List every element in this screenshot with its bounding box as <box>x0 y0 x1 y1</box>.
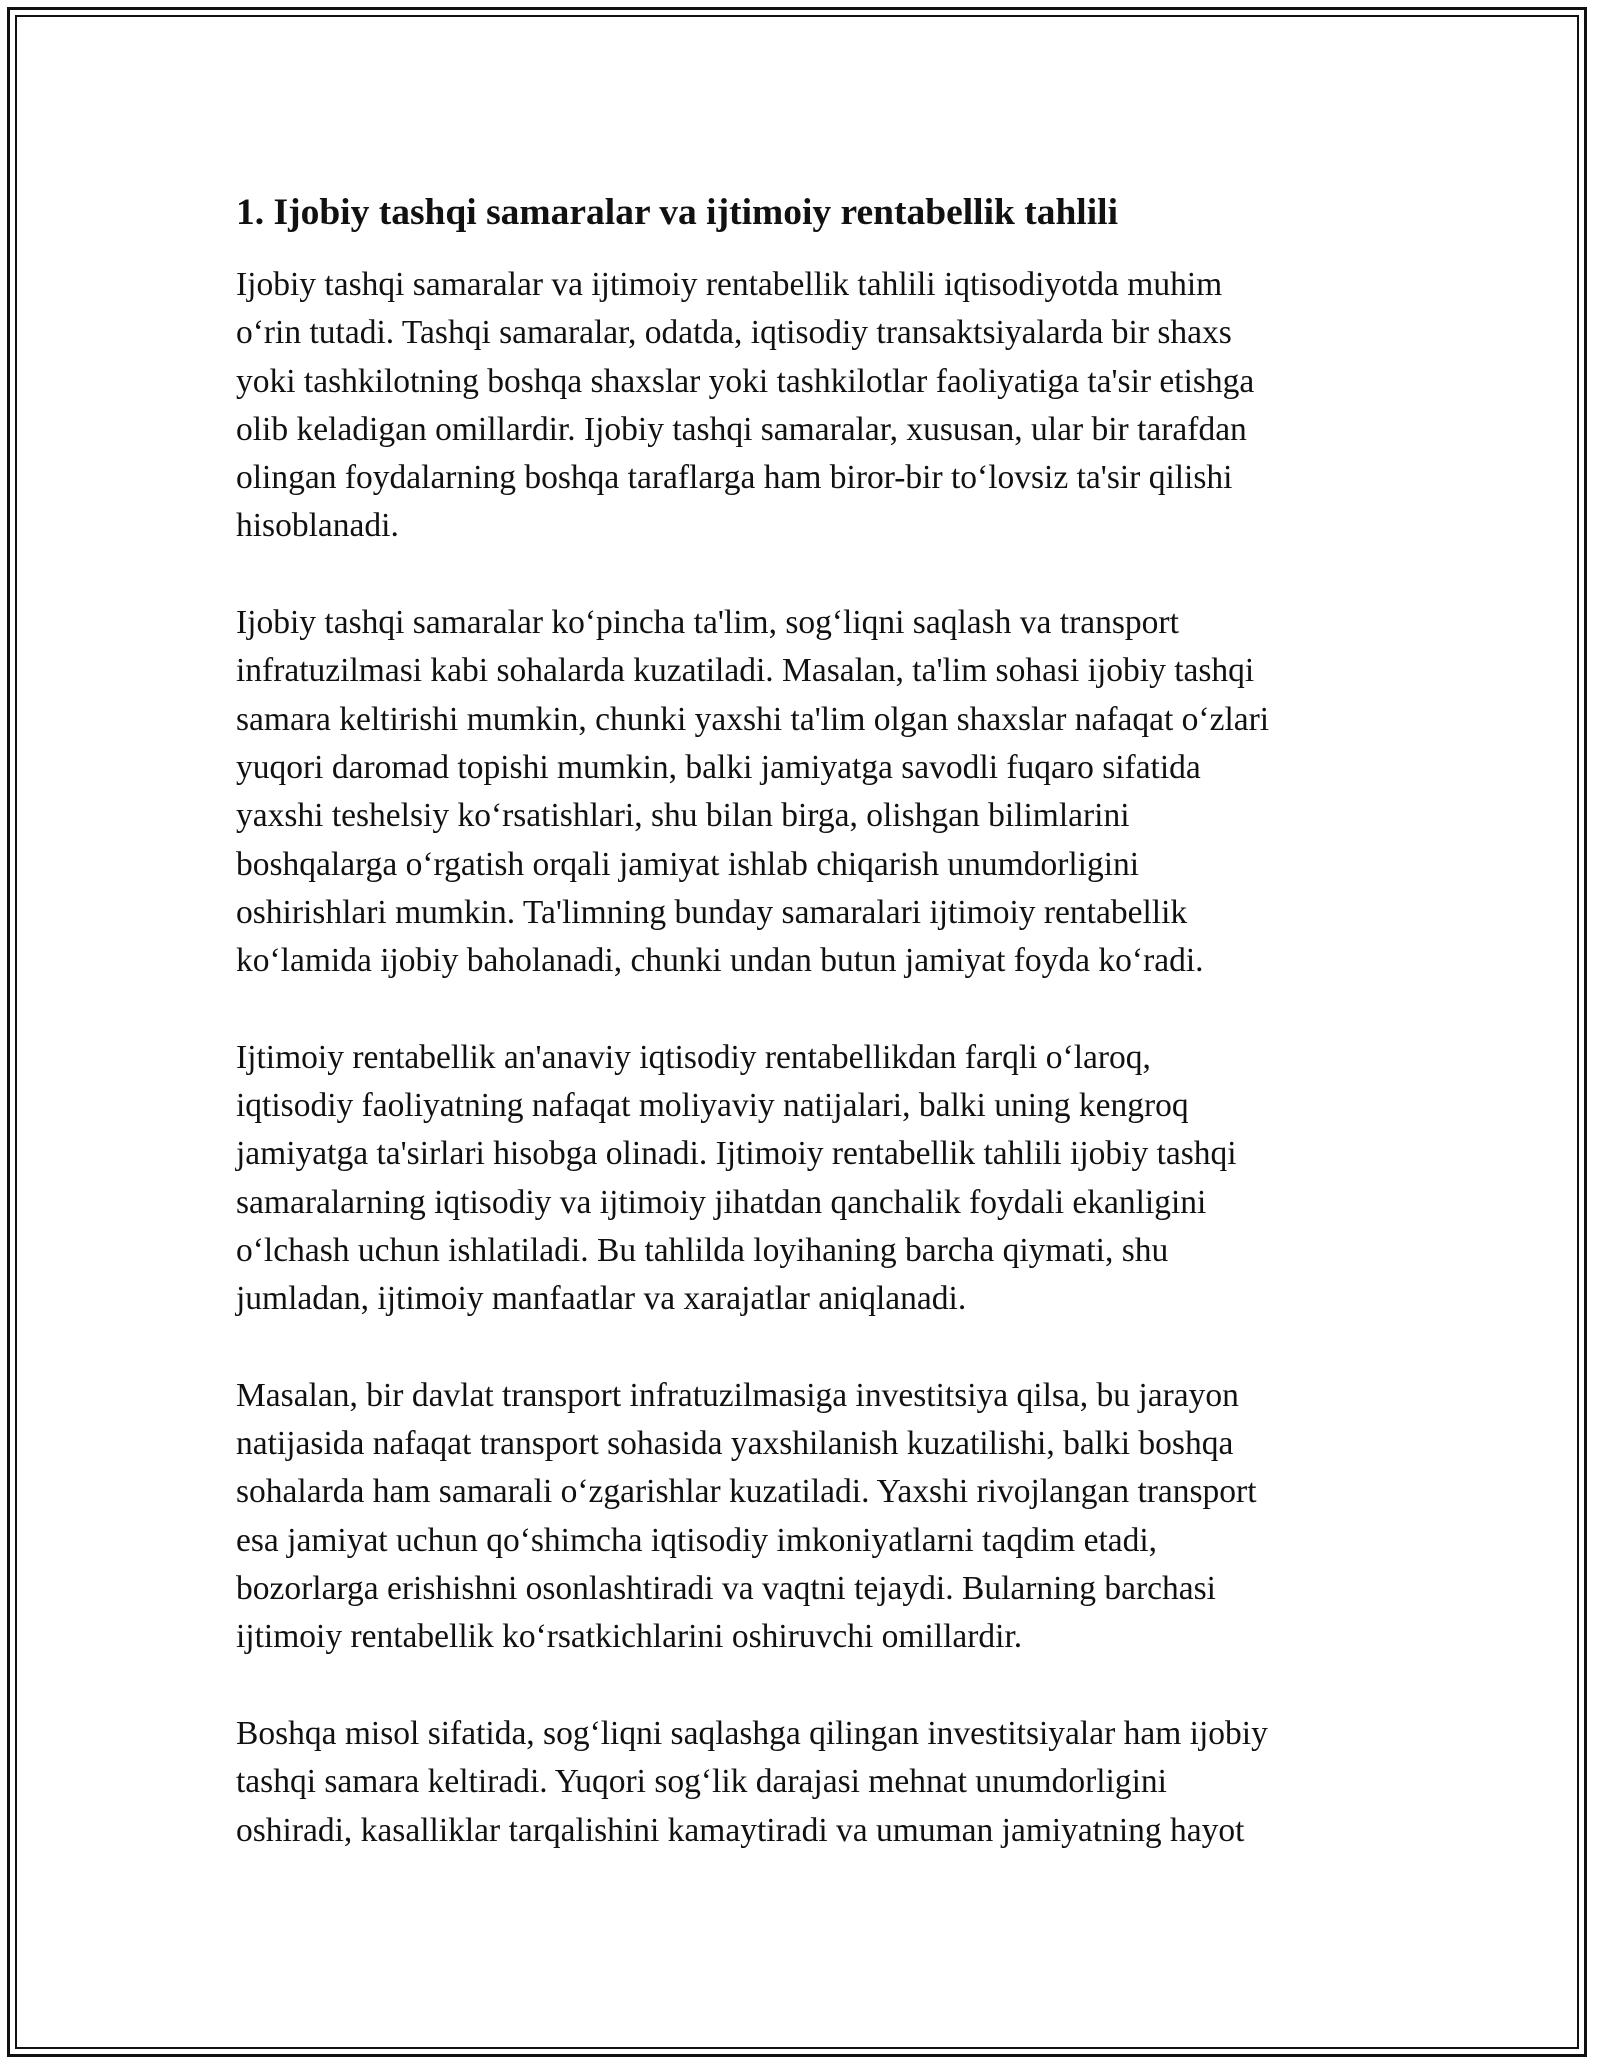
text-line: oʻlchash uchun ishlatiladi. Bu tahlilda loyihaning barcha qiymati, shu <box>236 1231 1169 1269</box>
text-line: yuqori daromad topishi mumkin, balki jamiyatga savodli fuqaro sifatida <box>236 748 1201 786</box>
text-line: oshirishlari mumkin. Ta'limning bunday samaralari ijtimoiy rentabellik <box>236 893 1188 931</box>
text-line: Ijtimoiy rentabellik an'anaviy iqtisodiy rentabellikdan farqli oʻlaroq, <box>236 1038 1151 1076</box>
text-line: Masalan, bir davlat transport infratuzilmasiga investitsiya qilsa, bu jarayon <box>236 1376 1239 1414</box>
section-heading: 1. Ijobiy tashqi samaralar va ijtimoiy rentabellik tahlili <box>236 192 1118 233</box>
text-line: yaxshi teshelsiy koʻrsatishlari, shu bilan birga, olishgan bilimlarini <box>236 797 1130 835</box>
text-line: oshiradi, kasalliklar tarqalishini kamaytiradi va umuman jamiyatning hayot <box>236 1811 1245 1849</box>
text-line: olib keladigan omillardir. Ijobiy tashqi samaralar, xususan, ular bir tarafdan <box>236 410 1247 448</box>
text-line: samara keltirishi mumkin, chunki yaxshi ta'lim olgan shaxslar nafaqat oʻzlari <box>236 700 1270 738</box>
paragraph-5 <box>236 1710 1376 1855</box>
text-line: hisoblanadi. <box>236 507 399 545</box>
text-line: bozorlarga erishishni osonlashtiradi va vaqtni tejaydi. Bularning barchasi <box>236 1570 1216 1608</box>
paragraph-1 <box>236 261 1376 551</box>
paragraph-4 <box>236 1372 1376 1662</box>
text-line: jamiyatga ta'sirlari hisobga olinadi. Ijtimoiy rentabellik tahlili ijobiy tashqi <box>236 1135 1237 1173</box>
text-line: olingan foydalarning boshqa taraflarga ham biror-bir toʻlovsiz ta'sir qilishi <box>236 459 1233 497</box>
text-line: jumladan, ijtimoiy manfaatlar va xarajatlar aniqlanadi. <box>236 1280 967 1318</box>
text-line: natijasida nafaqat transport sohasida yaxshilanish kuzatilishi, balki boshqa <box>236 1425 1234 1463</box>
text-line: koʻlamida ijobiy baholanadi, chunki undan butun jamiyat foyda koʻradi. <box>236 942 1204 980</box>
text-line: sohalarda ham samarali oʻzgarishlar kuzatiladi. Yaxshi rivojlangan transport <box>236 1473 1257 1511</box>
text-line: Ijobiy tashqi samaralar koʻpincha ta'lim, sogʻliqni saqlash va transport <box>236 604 1179 642</box>
document-body <box>236 187 1376 1855</box>
paragraph-3 <box>236 1034 1376 1324</box>
text-line: oʻrin tutadi. Tashqi samaralar, odatda, iqtisodiy transaktsiyalarda bir shaxs <box>236 314 1232 352</box>
text-line: ijtimoiy rentabellik koʻrsatkichlarini oshiruvchi omillardir. <box>236 1618 1023 1656</box>
text-line: iqtisodiy faoliyatning nafaqat moliyaviy natijalari, balki uning kengroq <box>236 1087 1189 1125</box>
text-line: tashqi samara keltiradi. Yuqori sogʻlik darajasi mehnat unumdorligini <box>236 1763 1167 1801</box>
text-line: infratuzilmasi kabi sohalarda kuzatiladi. Masalan, ta'lim sohasi ijobiy tashqi <box>236 652 1255 690</box>
text-line: esa jamiyat uchun qoʻshimcha iqtisodiy imkoniyatlarni taqdim etadi, <box>236 1521 1158 1559</box>
text-line: Ijobiy tashqi samaralar va ijtimoiy rentabellik tahlili iqtisodiyotda muhim <box>236 266 1223 303</box>
text-line: boshqalarga oʻrgatish orqali jamiyat ishlab chiqarish unumdorligini <box>236 845 1140 883</box>
paragraph-2 <box>236 599 1376 985</box>
text-line: Boshqa misol sifatida, sogʻliqni saqlashga qilingan investitsiyalar ham ijobiy <box>236 1714 1268 1752</box>
text-line: samaralarning iqtisodiy va ijtimoiy jihatdan qanchalik foydali ekanligini <box>236 1183 1207 1221</box>
text-line: yoki tashkilotning boshqa shaxslar yoki tashkilotlar faoliyatiga ta'sir etishga <box>236 362 1255 400</box>
